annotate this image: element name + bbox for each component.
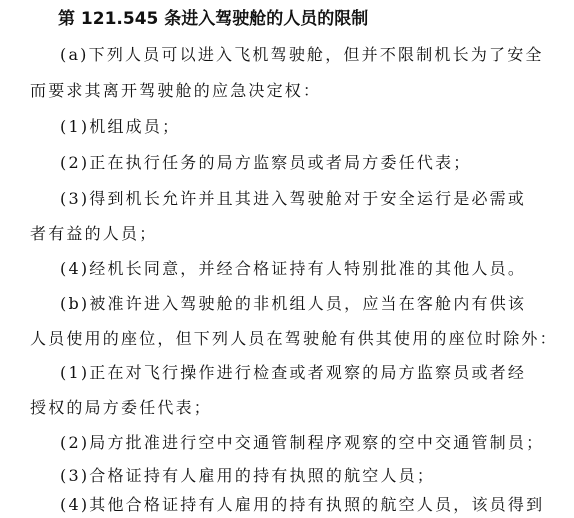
paragraph-line: 人员使用的座位，但下列人员在驾驶舱有供其使用的座位时除外：: [30, 329, 558, 348]
paragraph-line: 而要求其离开驾驶舱的应急决定权：: [30, 81, 322, 100]
paragraph-line: (1)机组成员；: [60, 117, 181, 136]
paragraph-line: (4)其他合格证持有人雇用的持有执照的航空人员，该员得到: [60, 495, 545, 514]
paragraph-line: (3)合格证持有人雇用的持有执照的航空人员；: [60, 466, 436, 485]
paragraph-line: (3)得到机长允许并且其进入驾驶舱对于安全运行是必需或: [60, 189, 527, 208]
paragraph-line: (2)局方批准进行空中交通管制程序观察的空中交通管制员；: [60, 433, 545, 452]
paragraph-line: (1)正在对飞行操作进行检查或者观察的局方监察员或者经: [60, 363, 527, 382]
paragraph-line: 者有益的人员；: [30, 224, 158, 243]
paragraph-line: (a)下列人员可以进入飞机驾驶舱，但并不限制机长为了安全: [60, 45, 544, 64]
paragraph-line: (4)经机长同意，并经合格证持有人特别批准的其他人员。: [60, 259, 527, 278]
paragraph-line: (2)正在执行任务的局方监察员或者局方委任代表；: [60, 153, 472, 172]
paragraph-line: 授权的局方委任代表；: [30, 398, 213, 417]
paragraph-line: (b)被准许进入驾驶舱的非机组人员，应当在客舱内有供该: [60, 294, 527, 313]
section-heading: 第 121.545 条进入驾驶舱的人员的限制: [58, 9, 369, 29]
